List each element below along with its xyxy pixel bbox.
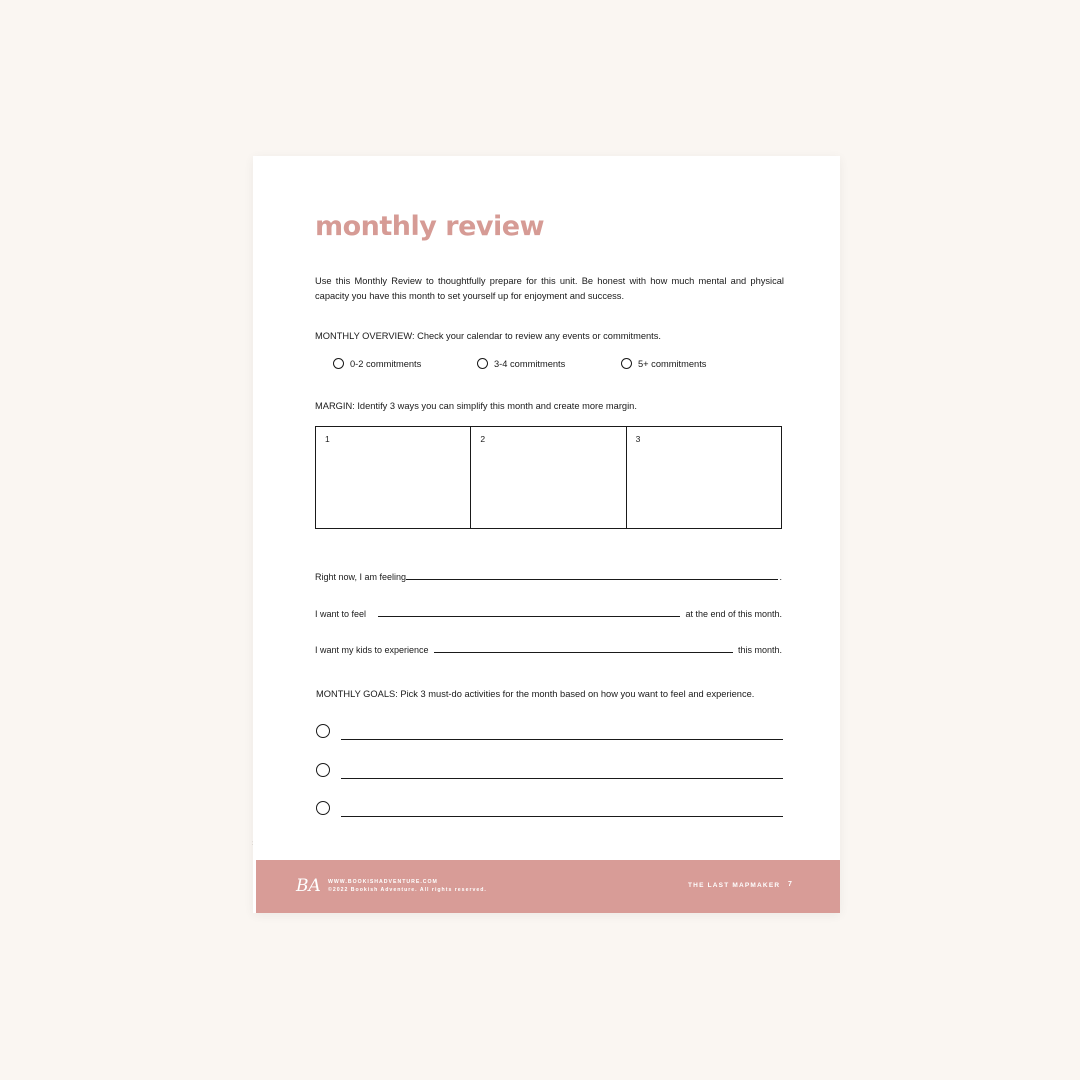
goal-item-1 — [316, 724, 783, 744]
copyright-text: ©2022 Bookish Adventure. All rights reserved. — [328, 887, 487, 893]
want-to-feel-line — [315, 605, 782, 619]
feeling-now-blank[interactable] — [406, 579, 778, 580]
monthly-overview-label: MONTHLY OVERVIEW: Check your calendar to review any events or commitments. — [315, 331, 661, 341]
goal-item-3 — [316, 801, 783, 821]
margin-cell-3[interactable] — [627, 427, 781, 528]
kids-experience-line — [315, 641, 782, 655]
kids-experience-prefix: I want my kids to experience — [315, 645, 429, 655]
radio-circle-icon[interactable] — [621, 358, 632, 369]
goal-blank[interactable] — [341, 778, 783, 779]
book-name: THE LAST MAPMAKER — [688, 882, 781, 889]
option-label: 0-2 commitments — [350, 358, 422, 369]
cell-number: 1 — [325, 434, 330, 444]
margin-cell-2[interactable] — [471, 427, 626, 528]
page-number: 7 — [788, 881, 792, 888]
brand-logo: BA — [296, 876, 321, 896]
intro-paragraph: Use this Monthly Review to thoughtfully prepare for this unit. Be honest with how much mental and physical capacity you have this month to set yourself up for enjoyment and success. — [315, 276, 784, 301]
option-3-4-commitments[interactable] — [477, 358, 565, 369]
feeling-now-suffix: . — [779, 572, 782, 582]
checkbox-circle-icon[interactable] — [316, 763, 330, 777]
goal-blank[interactable] — [341, 739, 783, 740]
checkbox-circle-icon[interactable] — [316, 801, 330, 815]
option-label: 3-4 commitments — [494, 358, 566, 369]
cell-number: 2 — [480, 434, 486, 444]
kids-experience-blank[interactable] — [434, 652, 733, 653]
goal-blank[interactable] — [341, 816, 783, 817]
kids-experience-suffix: this month. — [737, 645, 782, 655]
commitment-options — [333, 358, 763, 374]
feeling-now-line — [315, 568, 782, 582]
want-to-feel-blank[interactable] — [378, 616, 680, 617]
radio-circle-icon[interactable] — [333, 358, 344, 369]
checkbox-circle-icon[interactable] — [316, 724, 330, 738]
radio-circle-icon[interactable] — [477, 358, 488, 369]
page-footer — [256, 860, 840, 913]
option-0-2-commitments[interactable] — [333, 358, 421, 369]
margin-label: MARGIN: Identify 3 ways you can simplify this month and create more margin. — [315, 401, 637, 411]
margin-table — [315, 426, 782, 529]
feeling-now-prefix: Right now, I am feeling — [315, 572, 407, 582]
want-to-feel-prefix: I want to feel — [315, 609, 367, 619]
option-label: 5+ commitments — [638, 358, 707, 369]
worksheet-page — [253, 156, 840, 913]
monthly-goals-label: MONTHLY GOALS: Pick 3 must-do activities for the month based on how you want to feel and experience. — [316, 689, 755, 699]
margin-cell-1[interactable] — [316, 427, 471, 528]
cell-number: 3 — [635, 434, 641, 444]
want-to-feel-suffix: at the end of this month. — [685, 609, 782, 619]
page-title: monthly review — [315, 211, 545, 242]
option-5-plus-commitments[interactable] — [621, 358, 706, 369]
website-link[interactable]: WWW.BOOKISHADVENTURE.COM — [328, 879, 438, 885]
goal-item-2 — [316, 763, 783, 783]
